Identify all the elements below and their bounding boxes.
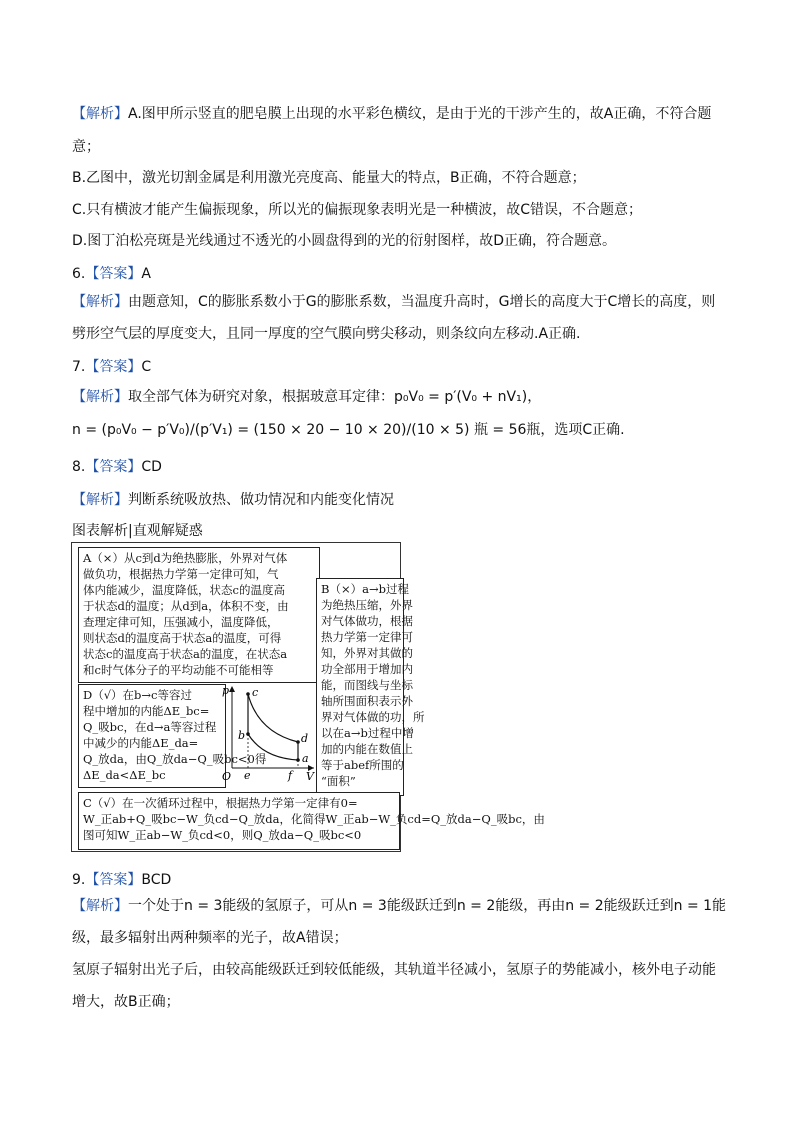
line-text: 判断系统吸放热、做功情况和内能变化情况: [128, 492, 394, 508]
note-line: 查理定律可知，压强减小，温度降低，: [83, 615, 279, 629]
line-text: 由题意知，C的膨胀系数小于G的膨胀系数，当温度升高时，G增长的高度大于C增长的高度，则: [128, 294, 716, 310]
note-line: 状态c的温度高于状态a的温度，在状态a: [83, 647, 288, 661]
label-d: d: [301, 732, 309, 745]
section-marker: 【解析】: [72, 389, 128, 405]
label-p: p: [222, 684, 230, 697]
text-line: [72, 420, 625, 440]
note-line: 做负功，根据热力学第一定律可知，气: [83, 567, 279, 581]
text-line: [72, 992, 180, 1012]
curve-cd: [248, 694, 298, 742]
text-line: [72, 137, 100, 157]
line-text: A: [141, 266, 151, 282]
note-line: ΔE_da<ΔE_bc: [83, 768, 166, 782]
label-b: b: [238, 729, 246, 742]
note-box-a: [78, 547, 320, 683]
text-line: [72, 231, 616, 251]
note-line: 中减少的内能ΔE_da=: [83, 736, 199, 750]
note-box-d: [78, 684, 267, 788]
note-line: 则状态d的温度高于状态a的温度，可得: [83, 631, 282, 645]
text-line: [72, 104, 711, 124]
line-text: 取全部气体为研究对象，根据玻意耳定律：p₀V₀ = p′(V₀ + nV₁)，: [128, 389, 542, 405]
text-line: [72, 357, 151, 377]
line-text: 6.: [72, 266, 86, 282]
text-line: [72, 264, 151, 284]
note-line: 界对气体做的功，所: [321, 710, 425, 724]
note-line: 功全部用于增加内: [321, 662, 413, 676]
line-text: C: [141, 359, 152, 375]
note-line: 体内能减少，温度降低，状态c的温度高: [83, 583, 285, 597]
note-line: Q_吸bc，在d→a等容过程: [83, 720, 217, 734]
note-line: C（√）在一次循环过程中，根据热力学第一定律有0=: [83, 796, 358, 810]
text-line: [72, 870, 171, 890]
section-marker: 【答案】: [85, 872, 142, 888]
text-line: [72, 960, 716, 980]
line-text: BCD: [141, 872, 172, 888]
text-line: [72, 490, 394, 510]
line-text: 9.: [72, 872, 86, 888]
line-text: B.乙图中，激光切割金属是利用激光亮度高、能量大的特点，B正确，不符合题意；: [72, 170, 586, 186]
label-a: a: [302, 752, 309, 765]
text-line: [72, 928, 348, 948]
line-text: 氢原子辐射出光子后，由较高能级跃迁到较低能级，其轨道半径减小，氢原子的势能减小，核外电子动能: [72, 962, 716, 978]
text-line: [72, 387, 541, 407]
note-line: 为绝热压缩，外界: [321, 598, 413, 612]
line-text: 增大，故B正确；: [72, 994, 180, 1010]
text-line: [72, 521, 203, 541]
text-line: [72, 200, 642, 220]
section-marker: 【解析】: [72, 294, 128, 310]
section-marker: 【解析】: [72, 492, 128, 508]
note-line: Q_放da，由Q_放da−Q_吸bc<0得: [83, 752, 267, 766]
text-line: [72, 168, 586, 188]
text-line: [72, 324, 580, 344]
note-line: 以在a→b过程中增: [321, 726, 414, 740]
line-text: 级，最多辐射出两种频率的光子，故A错误；: [72, 930, 348, 946]
section-marker: 【答案】: [85, 359, 142, 375]
note-line: 知，外界对其做的: [321, 646, 413, 660]
note-line: A（×）从c到d为绝热膨胀，外界对气体: [83, 551, 288, 565]
note-line: D（√）在b→c等容过: [83, 688, 192, 702]
line-text: 8.: [72, 459, 86, 475]
note-line: B（×）a→b过程: [321, 582, 409, 596]
text-line: [72, 292, 715, 312]
note-line: 能，而图线与坐标: [321, 678, 413, 692]
note-line: 程中增加的内能ΔE_bc=: [83, 704, 210, 718]
note-line: 图可知W_正ab−W_负cd<0，则Q_放da−Q_吸bc<0: [83, 828, 362, 842]
line-text: CD: [141, 459, 162, 475]
note-box-b: [316, 578, 425, 796]
note-box-c: [78, 792, 545, 850]
line-text: A.图甲所示竖直的肥皂膜上出现的水平彩色横纹，是由于光的干涉产生的，故A正确，不符合题: [128, 106, 712, 122]
note-line: 对气体做功，根据: [321, 614, 413, 628]
curve-ab: [248, 734, 298, 760]
note-line: 等于abef所围的: [321, 758, 404, 772]
section-marker: 【答案】: [85, 266, 142, 282]
section-marker: 【解析】: [72, 898, 128, 914]
line-text: 意；: [72, 139, 100, 155]
note-line: 轴所围面积表示外: [321, 694, 413, 708]
line-text: 图表解析|直观解疑惑: [72, 523, 203, 539]
note-line: “面积”: [321, 774, 356, 788]
line-text: D.图丁泊松亮斑是光线通过不透光的小圆盘得到的光的衍射图样，故D正确，符合题意。: [72, 233, 617, 249]
section-marker: 【答案】: [85, 459, 142, 475]
label-c: c: [252, 686, 259, 699]
pv-diagram: [218, 682, 316, 782]
label-e: e: [244, 769, 251, 782]
label-o: O: [222, 770, 232, 782]
line-text: n = (p₀V₀ − p′V₀)/(p′V₁) = (150 × 20 − 10 × 20)/(10 × 5) 瓶 = 56瓶，选项C正确.: [72, 422, 625, 438]
section-marker: 【解析】: [72, 106, 128, 122]
label-f: f: [288, 769, 293, 782]
note-line: 和c时气体分子的平均动能不可能相等: [83, 663, 274, 677]
line-text: C.只有横波才能产生偏振现象，所以光的偏振现象表明光是一种横波，故C错误，不合题意；: [72, 202, 642, 218]
note-line: 加的内能在数值上: [321, 742, 413, 756]
label-v: V: [306, 770, 314, 782]
line-text: 一个处于n = 3能级的氢原子，可从n = 3能级跃迁到n = 2能级，再由n = 2能级跃迁到n = 1能: [128, 898, 727, 914]
line-text: 劈形空气层的厚度变大，且同一厚度的空气膜向劈尖移动，则条纹向左移动.A正确.: [72, 326, 581, 342]
note-line: W_正ab+Q_吸bc−W_负cd−Q_放da，化简得W_正ab−W_负cd=Q_放da−Q_吸bc，由: [83, 812, 545, 826]
note-line: 热力学第一定律可: [321, 630, 413, 644]
note-line: 于状态d的温度；从d到a，体积不变，由: [83, 599, 289, 613]
text-line: [72, 896, 726, 916]
line-text: 7.: [72, 359, 86, 375]
text-line: [72, 457, 162, 477]
